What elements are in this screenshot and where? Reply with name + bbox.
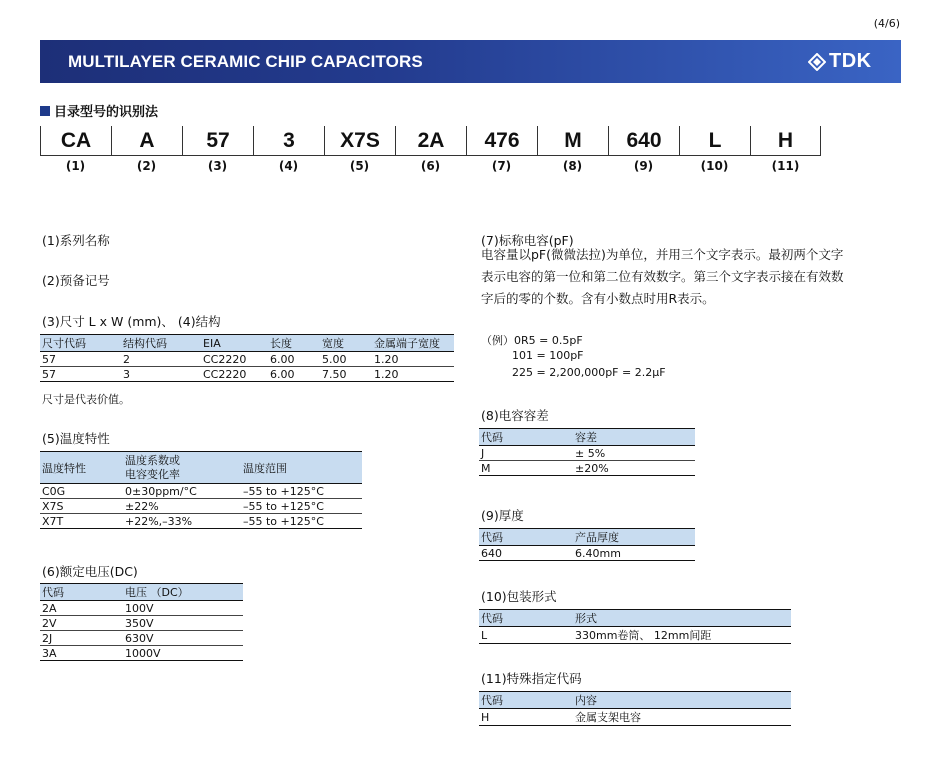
cell: 6.40mm — [573, 546, 695, 561]
code-number: (8) — [562, 159, 583, 173]
code-number: (6) — [420, 159, 441, 173]
table-row — [40, 352, 454, 367]
table-row — [479, 627, 791, 644]
cell: J — [479, 446, 573, 461]
logo-text: TDK — [829, 50, 872, 72]
header-cell: 代码 — [479, 529, 573, 546]
cell: –55 to +125°C — [241, 484, 362, 499]
desc-line: 电容量以pF(微微法拉)为单位，并用三个文字表示。最初两个文字 — [481, 247, 844, 262]
cell: X7S — [40, 499, 123, 514]
header-cell: EIA — [201, 335, 268, 352]
series-name-title: (1)系列名称 — [42, 233, 110, 248]
code-cell: 57 — [182, 126, 253, 156]
temp-char-title: (5)温度特性 — [42, 431, 110, 446]
table-row — [479, 461, 695, 476]
thickness-table — [479, 528, 695, 561]
table-row — [40, 601, 243, 616]
code-cell: X7S — [324, 126, 395, 156]
cell: M — [479, 461, 573, 476]
size-structure-title: (3)尺寸 L x W (mm)、 (4)结构 — [42, 314, 221, 329]
header-cell: 代码 — [40, 584, 123, 601]
table-row — [40, 484, 362, 499]
code-number: (2) — [136, 159, 157, 173]
part-code-numbers — [40, 159, 821, 173]
table-row — [40, 616, 243, 631]
table-header — [40, 452, 362, 484]
cell: 57 — [40, 352, 121, 367]
cell: CC2220 — [201, 367, 268, 382]
cell: 7.50 — [320, 367, 372, 382]
table-row — [479, 546, 695, 561]
desc-line: 字后的零的个数。含有小数点时用R表示。 — [481, 291, 715, 306]
tolerance-table — [479, 428, 695, 476]
section-title: 目录型号的识别法 — [54, 105, 159, 120]
code-cell: A — [111, 126, 182, 156]
table-row — [40, 499, 362, 514]
cell: 2A — [40, 601, 123, 616]
header-cell: 代码 — [479, 692, 573, 709]
code-cell: L — [679, 126, 750, 156]
table-row — [479, 446, 695, 461]
table-header — [40, 584, 243, 601]
header-cell: 代码 — [479, 610, 573, 627]
header-cell: 内容 — [573, 692, 791, 709]
code-cell: M — [537, 126, 608, 156]
cell: 3 — [121, 367, 201, 382]
header-cell: 容差 — [573, 429, 695, 446]
code-number: (5) — [349, 159, 370, 173]
code-number: (3) — [207, 159, 228, 173]
header-line: 电容变化率 — [125, 467, 180, 481]
header-cell — [123, 452, 241, 484]
cell: 1.20 — [372, 367, 454, 382]
code-cell: 476 — [466, 126, 537, 156]
thickness-title: (9)厚度 — [481, 508, 524, 523]
tdk-emblem-icon — [808, 53, 826, 71]
special-code-table — [479, 691, 791, 726]
size-structure-table — [40, 334, 454, 382]
code-cell: CA — [40, 126, 111, 156]
page-number: (4/6) — [873, 17, 900, 30]
tdk-logo — [808, 50, 872, 73]
code-number: (10) — [700, 159, 729, 173]
cell: 630V — [123, 631, 243, 646]
cell: +22%,–33% — [123, 514, 241, 529]
cell: 金属支架电容 — [573, 709, 791, 726]
cell: ± 5% — [573, 446, 695, 461]
cell: ±20% — [573, 461, 695, 476]
cell: –55 to +125°C — [241, 514, 362, 529]
banner-title: MULTILAYER CERAMIC CHIP CAPACITORS — [68, 52, 423, 71]
cell: 1000V — [123, 646, 243, 661]
cell: 1.20 — [372, 352, 454, 367]
table-row — [479, 709, 791, 726]
cell: 6.00 — [268, 352, 320, 367]
code-cell: 3 — [253, 126, 324, 156]
cell: 5.00 — [320, 352, 372, 367]
header-cell: 宽度 — [320, 335, 372, 352]
cell: 3A — [40, 646, 123, 661]
code-cell: 2A — [395, 126, 466, 156]
table-header — [479, 429, 695, 446]
code-number: (7) — [491, 159, 512, 173]
cell: H — [479, 709, 573, 726]
table-header — [479, 529, 695, 546]
code-number: (11) — [771, 159, 800, 173]
header-cell: 金属端子宽度 — [372, 335, 454, 352]
header-cell: 温度特性 — [40, 452, 123, 484]
table-row — [40, 514, 362, 529]
code-cell: H — [750, 126, 821, 156]
cell: 640 — [479, 546, 573, 561]
cell: –55 to +125°C — [241, 499, 362, 514]
packaging-table — [479, 609, 791, 644]
voltage-title: (6)额定电压(DC) — [42, 564, 138, 579]
code-number: (1) — [65, 159, 86, 173]
cell: 57 — [40, 367, 121, 382]
header-cell: 长度 — [268, 335, 320, 352]
cell: X7T — [40, 514, 123, 529]
header-cell: 电压 （DC） — [123, 584, 243, 601]
special-code-title: (11)特殊指定代码 — [481, 671, 582, 686]
header-cell: 代码 — [479, 429, 573, 446]
table-row — [40, 631, 243, 646]
example-line: 101 = 100pF — [512, 349, 584, 362]
example-line: 225 = 2,200,000pF = 2.2μF — [512, 366, 666, 379]
header-line: 温度系数或 — [125, 453, 180, 467]
cell: 100V — [123, 601, 243, 616]
reserved-code-title: (2)预备记号 — [42, 273, 110, 288]
cell: 0±30ppm/°C — [123, 484, 241, 499]
header-cell: 温度范围 — [241, 452, 362, 484]
desc-line: 表示电容的第一位和第二位有效数字。第三个文字表示接在有效数 — [481, 269, 844, 284]
table-header — [479, 610, 791, 627]
code-cell: 640 — [608, 126, 679, 156]
capacitance-description — [481, 244, 901, 310]
cell: 6.00 — [268, 367, 320, 382]
example-line: （例）0R5 = 0.5pF — [481, 334, 583, 347]
table-row — [40, 367, 454, 382]
cell: C0G — [40, 484, 123, 499]
header-cell: 形式 — [573, 610, 791, 627]
tolerance-title: (8)电容容差 — [481, 408, 549, 423]
table-header — [479, 692, 791, 709]
packaging-title: (10)包装形式 — [481, 589, 557, 604]
cell: ±22% — [123, 499, 241, 514]
section-heading — [40, 101, 158, 120]
header-cell: 产品厚度 — [573, 529, 695, 546]
part-code-box — [40, 126, 821, 156]
size-note: 尺寸是代表价值。 — [42, 393, 130, 406]
header-cell: 尺寸代码 — [40, 335, 121, 352]
table-row — [40, 646, 243, 661]
header-cell: 结构代码 — [121, 335, 201, 352]
cell: 2V — [40, 616, 123, 631]
voltage-table — [40, 583, 243, 661]
temp-char-table — [40, 451, 362, 529]
square-bullet-icon — [40, 106, 50, 116]
cell: 330mm卷筒、 12mm间距 — [573, 627, 791, 644]
cell: L — [479, 627, 573, 644]
code-number: (9) — [633, 159, 654, 173]
table-header — [40, 335, 454, 352]
cell: 2J — [40, 631, 123, 646]
code-number: (4) — [278, 159, 299, 173]
cell: 2 — [121, 352, 201, 367]
cell: CC2220 — [201, 352, 268, 367]
cell: 350V — [123, 616, 243, 631]
capacitance-title: (7)标称电容(pF) — [481, 233, 574, 248]
